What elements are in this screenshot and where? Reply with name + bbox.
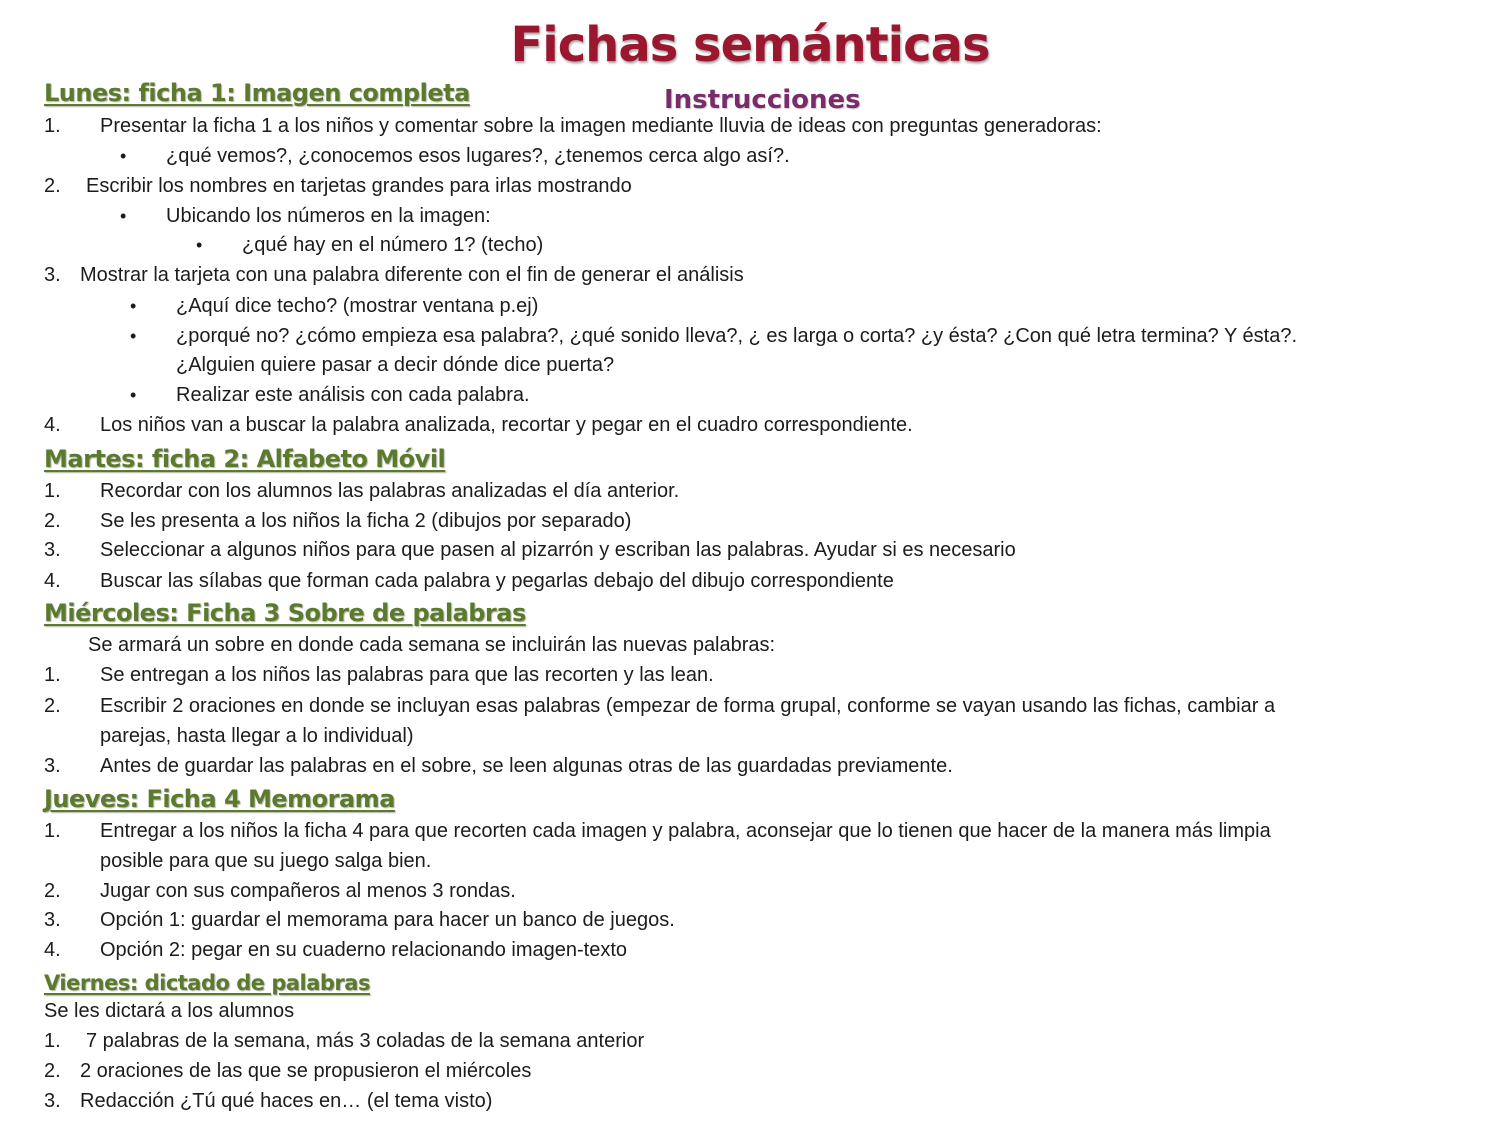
list-number: 3. bbox=[44, 755, 61, 777]
bullet: • bbox=[196, 235, 203, 255]
list-number: 2. bbox=[44, 880, 61, 902]
list-number: 4. bbox=[44, 414, 61, 436]
section-heading-lunes: Lunes: ficha 1: Imagen completa bbox=[44, 79, 470, 107]
list-number: 1. bbox=[44, 1030, 61, 1052]
bullet: • bbox=[130, 385, 137, 405]
list-number: 1. bbox=[44, 664, 61, 686]
list-number: 2. bbox=[44, 175, 61, 197]
bullet-text: ¿qué vemos?, ¿conocemos esos lugares?, ¿tenemos cerca algo así?. bbox=[166, 145, 790, 167]
list-item-text: Entregar a los niños la ficha 4 para que recorten cada imagen y palabra, aconsejar que lo tienen que hacer de la manera más limpia bbox=[100, 820, 1271, 842]
page-subtitle: Instrucciones bbox=[664, 85, 861, 115]
list-item-text: Jugar con sus compañeros al menos 3 rondas. bbox=[100, 880, 516, 902]
list-item-text: Escribir 2 oraciones en donde se incluyan esas palabras (empezar de forma grupal, conforme se vayan usando las fichas, cambiar a bbox=[100, 695, 1276, 717]
list-item-text: Opción 2: pegar en su cuaderno relacionando imagen-texto bbox=[100, 939, 628, 961]
list-number: 2. bbox=[44, 510, 61, 532]
bullet-text: Ubicando los números en la imagen: bbox=[166, 205, 491, 227]
section-intro: Se les dictará a los alumnos bbox=[44, 1000, 295, 1022]
list-item-text: Seleccionar a algunos niños para que pasen al pizarrón y escriban las palabras. Ayudar si es necesario bbox=[100, 539, 1016, 561]
list-number: 3. bbox=[44, 1090, 61, 1112]
bullet: • bbox=[120, 146, 127, 166]
bullet: • bbox=[130, 296, 137, 316]
list-number: 4. bbox=[44, 939, 61, 961]
list-item-text: Opción 1: guardar el memorama para hacer un banco de juegos. bbox=[100, 909, 675, 931]
bullet-text: ¿qué hay en el número 1? (techo) bbox=[242, 234, 544, 256]
list-item-text: Se les presenta a los niños la ficha 2 (dibujos por separado) bbox=[100, 510, 632, 532]
bullet-text-continuation: ¿Alguien quiere pasar a decir dónde dice puerta? bbox=[176, 354, 615, 376]
list-item-text: Antes de guardar las palabras en el sobre, se leen algunas otras de las guardadas previamente. bbox=[100, 755, 953, 777]
bullet-text: ¿porqué no? ¿cómo empieza esa palabra?, ¿qué sonido lleva?, ¿ es larga o corta? ¿y ésta? ¿Con qué letra termina? Y ésta?. bbox=[176, 325, 1298, 347]
list-item-text: Redacción ¿Tú qué haces en… (el tema visto) bbox=[80, 1090, 493, 1112]
list-item-text: Se entregan a los niños las palabras para que las recorten y las lean. bbox=[100, 664, 714, 686]
bullet-text: ¿Aquí dice techo? (mostrar ventana p.ej) bbox=[176, 295, 539, 317]
section-heading-miercoles: Miércoles: Ficha 3 Sobre de palabras bbox=[44, 599, 526, 627]
bullet: • bbox=[130, 326, 137, 346]
list-number: 1. bbox=[44, 820, 61, 842]
section-heading-jueves: Jueves: Ficha 4 Memorama bbox=[44, 785, 395, 813]
section-intro: Se armará un sobre en donde cada semana se incluirán las nuevas palabras: bbox=[88, 634, 776, 656]
list-number: 2. bbox=[44, 1060, 61, 1082]
bullet-text: Realizar este análisis con cada palabra. bbox=[176, 384, 530, 406]
list-item-text: Presentar la ficha 1 a los niños y comentar sobre la imagen mediante lluvia de ideas con preguntas generadoras: bbox=[100, 115, 1102, 137]
list-item-text: 2 oraciones de las que se propusieron el miércoles bbox=[80, 1060, 532, 1082]
list-number: 3. bbox=[44, 539, 61, 561]
list-number: 4. bbox=[44, 570, 61, 592]
list-item-continuation: posible para que su juego salga bien. bbox=[100, 850, 432, 872]
list-item-text: Escribir los nombres en tarjetas grandes para irlas mostrando bbox=[86, 175, 632, 197]
list-number: 2. bbox=[44, 695, 61, 717]
list-number: 3. bbox=[44, 909, 61, 931]
section-heading-viernes: Viernes: dictado de palabras bbox=[44, 971, 370, 995]
list-number: 1. bbox=[44, 480, 61, 502]
list-number: 3. bbox=[44, 264, 61, 286]
list-item-continuation: parejas, hasta llegar a lo individual) bbox=[100, 725, 414, 747]
list-item-text: Buscar las sílabas que forman cada palabra y pegarlas debajo del dibujo correspondiente bbox=[100, 570, 894, 592]
page-title: Fichas semánticas bbox=[510, 17, 990, 73]
list-item-text: Mostrar la tarjeta con una palabra diferente con el fin de generar el análisis bbox=[80, 264, 744, 286]
list-item-text: 7 palabras de la semana, más 3 coladas de la semana anterior bbox=[86, 1030, 645, 1052]
list-number: 1. bbox=[44, 115, 61, 137]
section-heading-martes: Martes: ficha 2: Alfabeto Móvil bbox=[44, 445, 446, 473]
bullet: • bbox=[120, 206, 127, 226]
list-item-text: Los niños van a buscar la palabra analizada, recortar y pegar en el cuadro correspondiente. bbox=[100, 414, 913, 436]
list-item-text: Recordar con los alumnos las palabras analizadas el día anterior. bbox=[100, 480, 680, 502]
